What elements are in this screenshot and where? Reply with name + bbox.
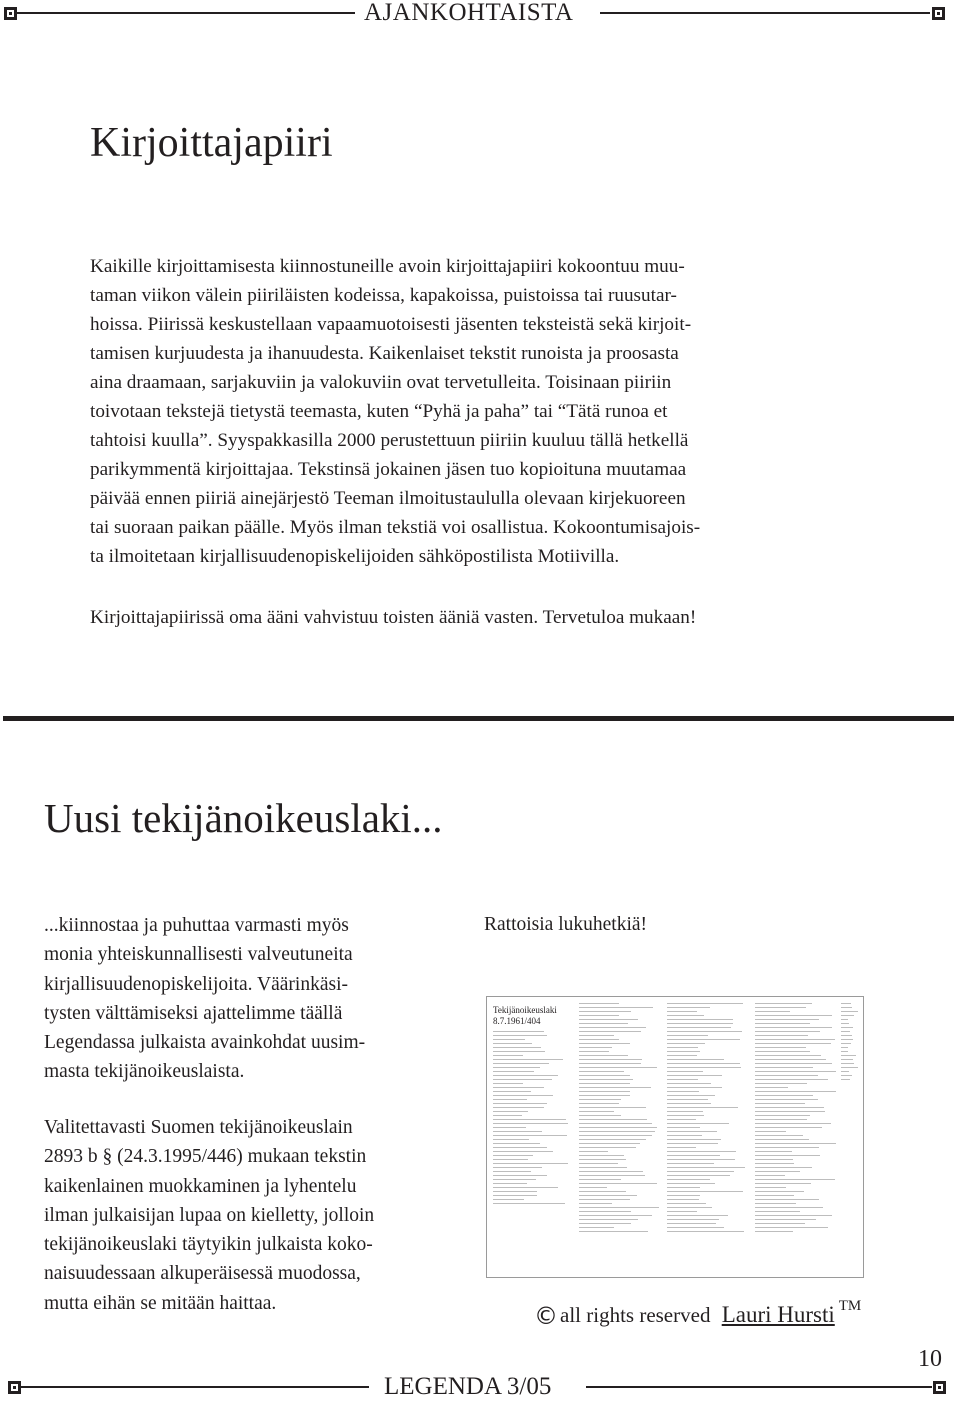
law-document-text-line [579, 1139, 646, 1140]
law-document-text-line [755, 1119, 807, 1120]
law-document-text-line [667, 1035, 708, 1036]
law-document-text-line [755, 1127, 822, 1128]
law-document-text-line [493, 1175, 547, 1176]
law-document-text-line [493, 1163, 568, 1164]
law-document-text-line [841, 1011, 858, 1012]
law-document-text-line [493, 1055, 523, 1056]
law-document-text-line [841, 1003, 851, 1004]
law-document-text-line [579, 1231, 648, 1232]
law-document-text-line [667, 1067, 741, 1068]
law-document-text-line [755, 1023, 810, 1024]
law-document-text-line [667, 1015, 704, 1016]
article-body-line: 2893 b § (24.3.1995/446) mukaan tekstin [44, 1146, 367, 1168]
law-document-text-line [841, 1031, 850, 1032]
law-document-text-line [667, 1007, 710, 1008]
law-document-text-line [755, 1155, 820, 1156]
corner-square-icon [933, 1381, 946, 1394]
law-document-text-line [667, 1039, 740, 1040]
law-document-text-line [493, 1099, 527, 1100]
article-body-line: Kaikille kirjoittamisesta kiinnostuneille avoin kirjoittajapiiri kokoontuu muu- [90, 256, 685, 277]
law-document-text-line [667, 1131, 717, 1132]
law-document-text-column [841, 1003, 859, 1083]
law-document-text-line [667, 1195, 700, 1196]
law-document-text-line [841, 1015, 854, 1016]
law-document-text-line [667, 1143, 718, 1144]
law-document-text-line [667, 1139, 721, 1140]
article-body-line: hoissa. Piirissä keskustellaan vapaamuotoisesti jäsenten teksteistä sekä kirjoit- [90, 314, 692, 335]
article-body-line: Legendassa julkaista avainkohdat uusim- [44, 1032, 366, 1054]
law-document-text-column [579, 1003, 659, 1235]
law-document-text-line [667, 1115, 704, 1116]
law-document-text-line [841, 1019, 848, 1020]
law-document-text-line [493, 1051, 545, 1052]
law-document-text-line [579, 1007, 653, 1008]
law-document-text-line [755, 1099, 818, 1100]
law-document-text-line [755, 1147, 819, 1148]
law-document-text-line [579, 1219, 638, 1220]
law-document-text-line [755, 1179, 835, 1180]
article-body-line: tysten välttämiseksi ajattelimme täällä [44, 1002, 343, 1024]
law-document-text-line [493, 1143, 540, 1144]
law-document-text-line [579, 1175, 645, 1176]
law-document-text-line [667, 1079, 698, 1080]
law-document-text-line [667, 1219, 719, 1220]
law-document-text-line [579, 1155, 624, 1156]
law-document-text-line [841, 1071, 849, 1072]
law-document-text-line [667, 1183, 715, 1184]
law-document-text-line [755, 1059, 826, 1060]
law-document-text-line [579, 1031, 641, 1032]
law-document-text-line [579, 1119, 647, 1120]
law-document-text-line [755, 1007, 806, 1008]
article-body-line: päivää ennen piiriä ainejärjestö Teeman ilmoitustaululla olevaan kirjekuoreen [90, 488, 686, 509]
law-document-text-line [579, 1095, 630, 1096]
law-document-text-line [579, 1039, 619, 1040]
law-document-text-line [755, 1115, 810, 1116]
law-document-text-line [579, 1171, 643, 1172]
law-document-text-column [667, 1003, 749, 1235]
law-document-text-line [493, 1071, 534, 1072]
law-document-text-line [493, 1183, 527, 1184]
law-document-text-line [579, 1019, 638, 1020]
law-document-text-line [493, 1067, 540, 1068]
law-document-text-line [755, 1091, 836, 1092]
law-document-text-line [667, 1171, 734, 1172]
law-document-text-line [755, 1175, 785, 1176]
law-document-text-line [755, 1019, 819, 1020]
law-document-text-line [493, 1187, 558, 1188]
law-document-text-line [667, 1003, 743, 1004]
law-document-text-line [579, 1211, 631, 1212]
law-document-text-line [667, 1223, 716, 1224]
law-document-date: 8.7.1961/404 [493, 1016, 541, 1026]
law-document-text-line [493, 1155, 533, 1156]
law-document-text-line [493, 1079, 552, 1080]
section-divider [3, 716, 954, 721]
law-document-text-line [579, 1059, 642, 1060]
law-document-text-line [667, 1099, 708, 1100]
law-document-text-line [667, 1227, 724, 1228]
law-document-text-line [667, 1019, 733, 1020]
law-document-text-line [755, 1063, 832, 1064]
law-document-text-line [755, 1043, 831, 1044]
law-document-text-line [667, 1071, 703, 1072]
law-document-text-line [667, 1155, 720, 1156]
law-document-text-line [493, 1031, 544, 1032]
law-document-text-line [755, 1039, 835, 1040]
law-document-text-line [493, 1119, 566, 1120]
law-document-text-line [755, 1143, 836, 1144]
law-document-text-line [667, 1207, 712, 1208]
article-body-second [44, 1113, 464, 1318]
law-document-text-line [579, 1127, 657, 1128]
law-document-text-column [493, 1031, 569, 1207]
law-document-text-line [667, 1231, 744, 1232]
law-document-text-line [667, 1047, 698, 1048]
law-document-text-line [755, 1047, 806, 1048]
law-document-text-line [493, 1159, 528, 1160]
law-document-text-line [579, 1131, 655, 1132]
law-document-text-line [579, 1163, 618, 1164]
law-document-text-line [667, 1167, 745, 1168]
law-document-text-line [579, 1135, 652, 1136]
law-document-text-line [755, 1079, 828, 1080]
law-document-text-line [493, 1111, 528, 1112]
article-title: Uusi tekijänoikeuslaki... [44, 795, 443, 841]
law-document-text-line [667, 1147, 696, 1148]
law-document-text-line [755, 1067, 813, 1068]
law-document-text-line [493, 1179, 536, 1180]
law-document-text-line [755, 1171, 800, 1172]
article-body-line: masta tekijänoikeuslaista. [44, 1061, 245, 1083]
law-document-text-line [667, 1123, 729, 1124]
law-document-text-line [667, 1023, 733, 1024]
law-document-thumbnail [486, 996, 864, 1278]
law-document-text-line [579, 1043, 630, 1044]
law-document-text-line [667, 1027, 731, 1028]
law-document-text-line [579, 1047, 612, 1048]
law-document-text-line [579, 1087, 651, 1088]
law-document-text-line [493, 1035, 547, 1036]
law-document-text-line [667, 1095, 715, 1096]
law-document-text-line [579, 1159, 626, 1160]
article-body-line: toivotaan tekstejä tietystä teemasta, kuten “Pyhä ja paha” tai “Tätä runoa et [90, 401, 668, 422]
law-document-text-line [579, 1011, 631, 1012]
law-document-text-line [755, 1199, 819, 1200]
law-document-text-line [493, 1123, 568, 1124]
law-document-text-line [579, 1091, 630, 1092]
law-document-text-line [493, 1139, 529, 1140]
law-document-text-line [755, 1135, 803, 1136]
law-document-text-line [755, 1139, 809, 1140]
author-name: Lauri Hursti [721, 1302, 835, 1327]
law-document-text-line [493, 1059, 563, 1060]
law-document-text-line [755, 1183, 811, 1184]
law-document-text-line [493, 1115, 522, 1116]
law-document-text-line [579, 1227, 614, 1228]
law-document-text-line [841, 1027, 853, 1028]
article-body-line: tahtoisi kuulla”. Syyspakkasilla 2000 perustettuun piiriin kuuluu tällä hetkellä [90, 430, 689, 451]
law-document-text-line [667, 1111, 703, 1112]
law-document-text-line [579, 1071, 624, 1072]
law-document-text-line [755, 1151, 792, 1152]
law-document-text-line [493, 1191, 537, 1192]
law-document-text-line [667, 1119, 696, 1120]
law-document-text-line [755, 1071, 836, 1072]
article-body-line: tai suoraan paikan päälle. Myös ilman tekstiä voi osallistua. Kokoontumisajois- [90, 517, 701, 538]
article-body-line: mutta eihän se mitään haittaa. [44, 1292, 277, 1314]
law-document-text-line [755, 1107, 824, 1108]
law-document-text-line [667, 1135, 702, 1136]
law-document-text-line [755, 1055, 821, 1056]
law-document-text-line [667, 1091, 699, 1092]
law-document-text-line [667, 1051, 700, 1052]
law-document-text-line [667, 1083, 711, 1084]
law-document-text-line [841, 1039, 853, 1040]
footer-rule [21, 1386, 369, 1388]
law-document-text-line [841, 1067, 858, 1068]
law-document-text-line [493, 1083, 523, 1084]
article-body-line: monia yhteiskunnallisesti valveutuneita [44, 944, 353, 966]
law-document-text-line [755, 1167, 812, 1168]
article-body [90, 252, 850, 571]
law-document-text-line [755, 1011, 790, 1012]
law-document-text-line [755, 1195, 794, 1196]
law-document-text-line [755, 1031, 820, 1032]
article-body-line: tekijänoikeuslaki täytyikin julkaista koko- [44, 1234, 373, 1256]
law-document-text-line [841, 1063, 854, 1064]
law-document-text-line [493, 1087, 544, 1088]
law-document-text-line [579, 1207, 659, 1208]
page-number: 10 [918, 1346, 942, 1372]
article-body-line: naisuudessaan alkuperäisessä muodossa, [44, 1263, 361, 1285]
law-document-text-line [755, 1211, 800, 1212]
article-body-line: taman viikon välein piiriläisten kodeissa, kapakoissa, puistoissa tai ruusutar- [90, 285, 677, 306]
law-document-text-line [755, 1095, 813, 1096]
law-document-text-line [667, 1043, 705, 1044]
law-document-text-line [579, 1015, 619, 1016]
law-document-text-line [579, 1151, 608, 1152]
law-document-text-line [579, 1111, 614, 1112]
law-document-text-line [755, 1075, 818, 1076]
law-document-text-line [667, 1107, 738, 1108]
law-document-text-line [579, 1035, 614, 1036]
greeting: Rattoisia lukuhetkiä! [484, 914, 648, 935]
law-document-text-line [841, 1047, 848, 1048]
law-document-text-line [755, 1003, 812, 1004]
article-body-line: tamisen kurjuudesta ja ihanuudesta. Kaikenlaiset tekstit runoista ja proosasta [90, 343, 679, 364]
law-document-text-line [493, 1091, 531, 1092]
law-document-text-line [579, 1195, 637, 1196]
law-document-text-line [755, 1015, 832, 1016]
law-document-text-line [667, 1159, 735, 1160]
copyright-icon: © [534, 1302, 558, 1330]
law-document-text-line [579, 1051, 609, 1052]
law-document-text-line [755, 1051, 810, 1052]
law-document-text-line [841, 1055, 856, 1056]
law-document-text-line [579, 1123, 652, 1124]
copyright-credit [534, 1300, 861, 1328]
law-document-text-line [667, 1031, 742, 1032]
article-body-line: parikymmentä kirjoittajaa. Tekstinsä jokainen jäsen tuo kopioituna muutamaa [90, 459, 687, 480]
law-document-text-line [493, 1135, 567, 1136]
law-document-text-line [493, 1063, 549, 1064]
law-document-text-line [493, 1075, 558, 1076]
law-document-text-line [755, 1035, 808, 1036]
law-document-text-line [493, 1095, 553, 1096]
law-document-text-line [579, 1199, 630, 1200]
law-document-text-line [493, 1127, 526, 1128]
law-document-text-line [667, 1179, 710, 1180]
law-document-text-line [579, 1191, 626, 1192]
law-document-text-line [841, 1035, 852, 1036]
law-document-text-line [667, 1191, 743, 1192]
law-document-text-line [493, 1147, 547, 1148]
law-document-text-line [579, 1003, 619, 1004]
law-document-text-line [579, 1203, 612, 1204]
article-body-line: Valitettavasti Suomen tekijänoikeuslain [44, 1117, 353, 1138]
law-document-text-line [667, 1151, 736, 1152]
law-document-text-line [755, 1111, 825, 1112]
law-document-text-line [667, 1059, 724, 1060]
trademark-icon: TM [838, 1298, 862, 1314]
law-document-text-line [755, 1207, 823, 1208]
law-document-text-line [667, 1187, 700, 1188]
law-document-text-line [841, 1075, 852, 1076]
article-closing: Kirjoittajapiirissä oma ääni vahvistuu toisten ääniä vasten. Tervetuloa mukaan! [90, 607, 697, 628]
article-body-line: aina draamaan, sarjakuviin ja valokuviin ovat tervetulleita. Toisinaan piiriin [90, 372, 672, 393]
law-document-text-line [667, 1163, 714, 1164]
law-document-text-line [579, 1187, 607, 1188]
law-document-text-line [755, 1083, 807, 1084]
corner-square-icon [4, 7, 17, 20]
law-document-text-line [579, 1223, 631, 1224]
corner-square-icon [8, 1381, 21, 1394]
law-document-text-line [841, 1023, 849, 1024]
law-document-text-line [841, 1079, 850, 1080]
law-document-text-line [667, 1087, 722, 1088]
law-document-text-line [493, 1107, 544, 1108]
law-document-text-line [493, 1043, 532, 1044]
law-document-text-line [755, 1131, 786, 1132]
law-document-text-line [755, 1027, 832, 1028]
law-document-text-line [667, 1055, 697, 1056]
law-document-text-line [667, 1103, 711, 1104]
law-document-text-line [755, 1087, 788, 1088]
law-document-text-line [579, 1183, 657, 1184]
law-document-text-line [579, 1083, 630, 1084]
law-document-text-line [667, 1199, 699, 1200]
law-document-text-line [667, 1075, 722, 1076]
article-body-line: kirjallisuudenopiskelijoita. Väärinkäsi- [44, 973, 348, 995]
law-document-text-line [755, 1103, 805, 1104]
footer-rule [586, 1386, 932, 1388]
law-document-text-line [841, 1051, 848, 1052]
law-document-text-line [579, 1023, 628, 1024]
header-rule [600, 12, 930, 14]
law-document-text-line [755, 1203, 796, 1204]
law-document-text-line [493, 1203, 565, 1204]
law-document-text-line [493, 1151, 553, 1152]
corner-square-icon [932, 7, 945, 20]
law-document-text-line [579, 1215, 652, 1216]
copyright-text: all rights reserved [560, 1303, 711, 1327]
law-document-text-line [755, 1163, 794, 1164]
law-document-text-line [579, 1103, 619, 1104]
law-document-text-line [841, 1059, 853, 1060]
law-document-text-line [493, 1199, 524, 1200]
law-document-title-text: Tekijänoikeuslaki [493, 1005, 557, 1015]
law-document-text-line [579, 1179, 621, 1180]
law-document-text-line [579, 1079, 633, 1080]
law-document-text-line [579, 1099, 621, 1100]
article-body-line: kaikenlainen muokkaminen ja lyhentelu [44, 1175, 357, 1197]
law-document-text-line [493, 1167, 542, 1168]
article-body-line: ta ilmoitetaan kirjallisuudenopiskelijoiden sähköpostilista Motiivilla. [90, 546, 620, 567]
law-document-text-line [579, 1067, 657, 1068]
law-document-text-line [667, 1215, 728, 1216]
law-document-text-line [755, 1227, 828, 1228]
article-title: Kirjoittajapiiri [90, 120, 333, 166]
law-document-text-line [493, 1195, 537, 1196]
law-document-text-line [493, 1131, 542, 1132]
law-document-text-line [579, 1107, 646, 1108]
law-document-text-line [579, 1027, 646, 1028]
article-body-line: ...kiinnostaa ja puhuttaa varmasti myös [44, 915, 349, 936]
law-document-text-line [579, 1055, 628, 1056]
section-header: AJANKOHTAISTA [364, 0, 574, 26]
law-document-text-line [755, 1191, 804, 1192]
law-document-text-line [493, 1039, 525, 1040]
law-document-text-line [667, 1211, 697, 1212]
law-document-text-line [493, 1171, 531, 1172]
article-body-intro [44, 911, 464, 1087]
law-document-text-line [579, 1075, 630, 1076]
law-document-text-line [755, 1215, 832, 1216]
law-document-text-line [667, 1175, 730, 1176]
law-document-columns [487, 997, 863, 1277]
law-document-text-line [493, 1103, 547, 1104]
law-document-text-line [755, 1223, 805, 1224]
law-document-text-line [841, 1043, 851, 1044]
law-document-text-line [667, 1011, 697, 1012]
law-document-text-line [667, 1203, 706, 1204]
header-rule [17, 12, 355, 14]
law-document-text-line [579, 1143, 640, 1144]
law-document-text-line [755, 1231, 793, 1232]
law-document-text-line [755, 1123, 831, 1124]
law-document-text-line [579, 1147, 636, 1148]
law-document-text-line [667, 1063, 740, 1064]
law-document-text-line [841, 1007, 852, 1008]
article-body-line: ilman julkaisijan lupaa on kielletty, jolloin [44, 1204, 375, 1226]
publication-footer: LEGENDA 3/05 [384, 1373, 552, 1400]
law-document-text-line [493, 1047, 541, 1048]
law-document-text-line [755, 1159, 793, 1160]
law-document-text-line [667, 1127, 700, 1128]
law-document-text-line [579, 1167, 627, 1168]
law-document-text-column [755, 1003, 837, 1235]
law-document-text-line [755, 1219, 816, 1220]
law-document-text-line [755, 1187, 786, 1188]
law-document-text-line [579, 1115, 621, 1116]
law-document-text-line [579, 1063, 641, 1064]
